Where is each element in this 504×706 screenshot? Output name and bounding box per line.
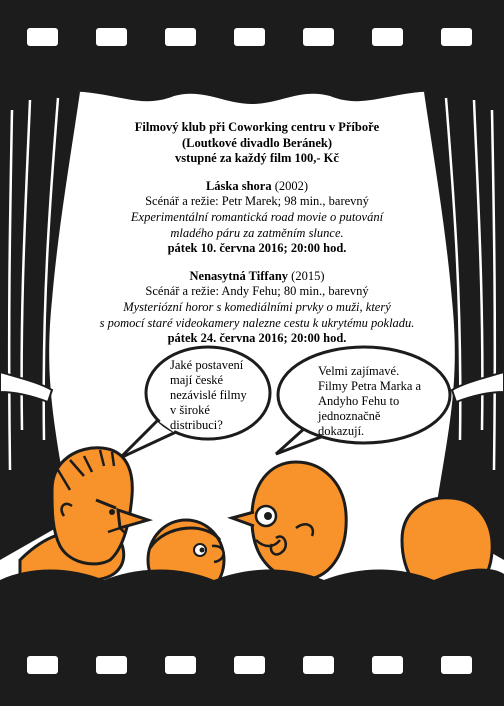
film-2-title: Nenasytná Tiffany (189, 268, 289, 283)
poster-announcement (96, 120, 418, 347)
film-1-year: (2002) (274, 178, 309, 193)
film-2-description-line: s pomocí staré videokamery nalezne cestu k ukrytému pokladu. (99, 315, 415, 330)
film-1-screening-time: pátek 10. června 2016; 20:00 hod. (167, 241, 347, 256)
left-bubble-line: v široké (170, 403, 210, 417)
film-2-description-line: Mysteriózní horor s komediálními prvky o muži, který (123, 299, 391, 314)
left-bubble-line: nezávislé filmy (170, 388, 247, 402)
left-bubble-line: distribuci? (170, 418, 223, 432)
film-2-heading (96, 269, 418, 285)
film-1-credits: Scénář a režie: Petr Marek; 98 min., barevný (145, 194, 369, 209)
seat-row-silhouette (0, 569, 504, 640)
right-bubble-text (318, 364, 421, 439)
film-2-credits: Scénář a režie: Andy Fehu; 80 min., barevný (145, 284, 369, 299)
left-bubble-text (170, 358, 247, 433)
film-1-title: Láska shora (205, 178, 272, 193)
left-bubble-line: Jaké postavení (170, 358, 244, 372)
venue-name: (Loutkové divadlo Beránek) (181, 135, 332, 150)
right-bubble-line: jednoznačně (318, 409, 381, 423)
club-name: Filmový klub při Coworking centru v Příboře (134, 120, 380, 134)
right-bubble-line: Velmi zajímavé. (318, 364, 400, 378)
film-2-screening-time: pátek 24. června 2016; 20:00 hod. (167, 331, 347, 346)
left-bubble-line: mají české (170, 373, 224, 387)
film-1-description-line: Experimentální romantická road movie o putování (130, 209, 384, 224)
film-2-year: (2015) (291, 268, 325, 283)
film-1-description-line: mladého páru za zatměním slunce. (170, 225, 344, 240)
right-bubble-line: dokazují. (318, 424, 365, 438)
film-1-heading (96, 179, 418, 195)
right-bubble-line: Filmy Petra Marka a (318, 379, 422, 393)
right-bubble-line: Andyho Fehu to (318, 394, 400, 408)
admission-price: vstupné za každý film 100,- Kč (175, 151, 339, 166)
